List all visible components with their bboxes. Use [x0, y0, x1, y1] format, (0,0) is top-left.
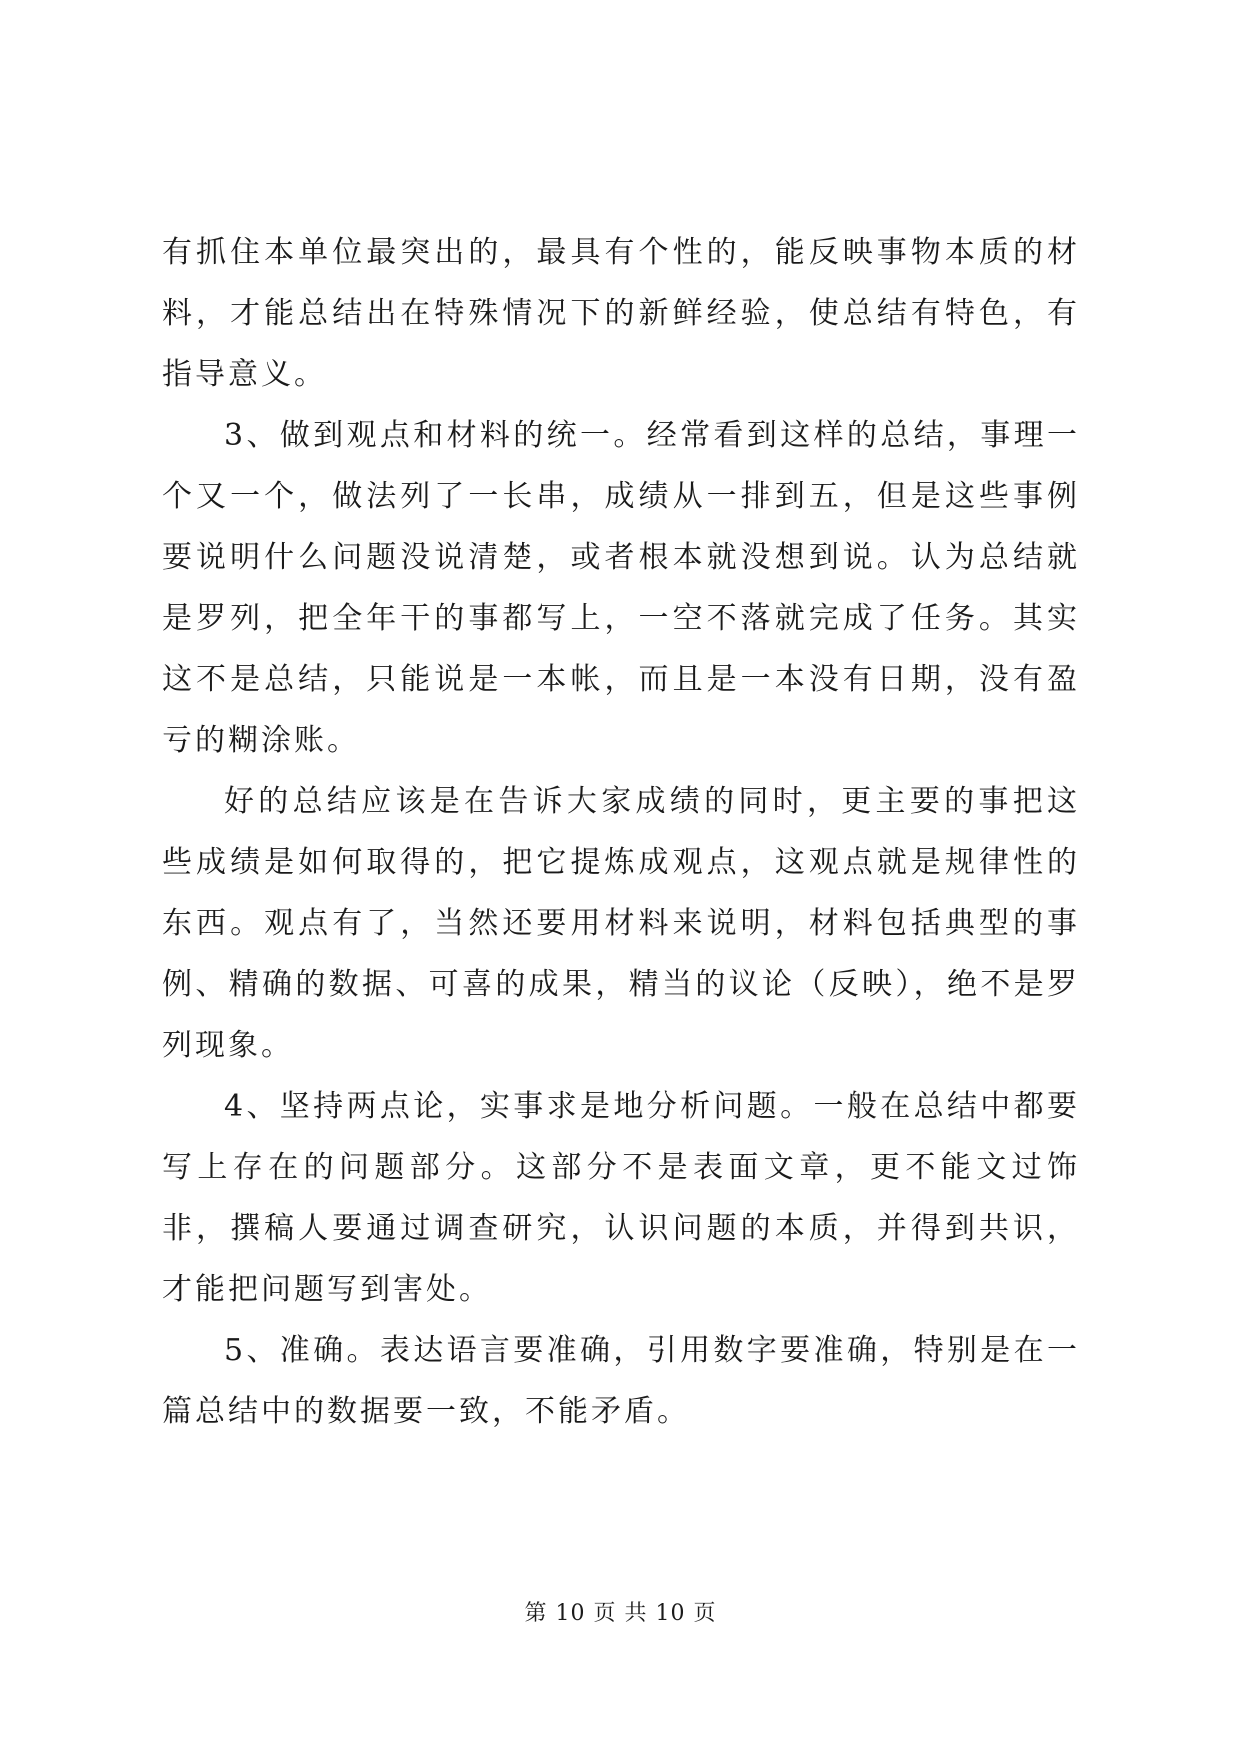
page-number-footer: 第 10 页 共 10 页: [524, 1601, 717, 1626]
document-body: [162, 222, 1080, 1442]
paragraph-4: 4、坚持两点论，实事求是地分析问题。一般在总结中都要写上存在的问题部分。这部分不是表面文章，更不能文过饰非，撰稿人要通过调查研究，认识问题的本质，并得到共识，才能把问题写到害处。: [162, 1089, 1080, 1307]
paragraph-1: 有抓住本单位最突出的，最具有个性的，能反映事物本质的材料，才能总结出在特殊情况下的新鲜经验，使总结有特色，有指导意义。: [162, 235, 1080, 392]
paragraph-3: 好的总结应该是在告诉大家成绩的同时，更主要的事把这些成绩是如何取得的，把它提炼成观点，这观点就是规律性的东西。观点有了，当然还要用材料来说明，材料包括典型的事例、精确的数据、可喜的成果，精当的议论（反映），绝不是罗列现象。: [162, 784, 1080, 1063]
paragraph-2: 3、做到观点和材料的统一。经常看到这样的总结，事理一个又一个，做法列了一长串，成绩从一排到五，但是这些事例要说明什么问题没说清楚，或者根本就没想到说。认为总结就是罗列，把全年干的事都写上，一空不落就完成了任务。其实这不是总结，只能说是一本帐，而且是一本没有日期，没有盈亏的糊涂账。: [162, 418, 1080, 758]
paragraph-5: 5、准确。表达语言要准确，引用数字要准确，特别是在一篇总结中的数据要一致，不能矛盾。: [162, 1333, 1080, 1429]
